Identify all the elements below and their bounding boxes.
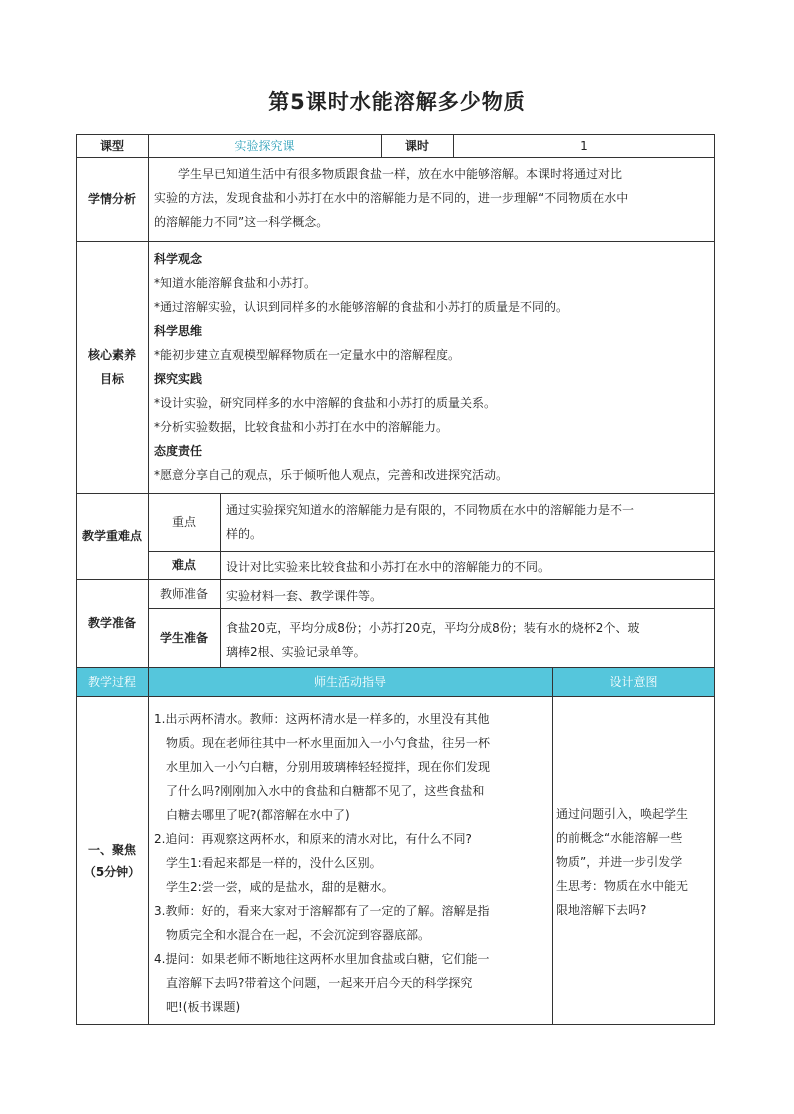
student-prep-label: 学生准备 <box>159 630 208 645</box>
core-heading: 探究实践 <box>154 372 203 386</box>
core-item: *设计实验，研究同样多的水中溶解的食盐和小苏打的质量关系。 <box>154 396 497 410</box>
activity-line: 物质。现在老师往其中一杯水里面加入一小勺食盐，往另一杯 <box>166 736 491 750</box>
analysis-line: 的溶解能力不同”这一科学概念。 <box>154 215 329 229</box>
core-item: *通过溶解实验，认识到同样多的水能够溶解的食盐和小苏打的质量是不同的。 <box>154 300 569 314</box>
focus-line: 样的。 <box>226 527 263 541</box>
activity-line: 学生2:尝一尝，咸的是盐水，甜的是糖水。 <box>166 880 394 894</box>
difficulty-label: 难点 <box>171 558 196 572</box>
section1-intent <box>552 800 715 940</box>
activity-line: 直溶解下去吗?带着这个问题，一起来开启今天的科学探究 <box>166 976 473 990</box>
activity-line: 水里加入一小勺白糖，分别用玻璃棒轻轻搅拌，现在你们发现 <box>166 760 491 774</box>
activity-line: 4.提问：如果老师不断地往这两杯水里加食盐或白糖，它们能一 <box>154 952 490 966</box>
student-prep-text <box>220 614 715 666</box>
analysis-line: 实验的方法，发现食盐和小苏打在水中的溶解能力是不同的，进一步理解“不同物质在水中 <box>154 191 629 205</box>
activity-line: 白糖去哪里了呢?(都溶解在水中了) <box>166 808 350 822</box>
activity-line: 物质完全和水混合在一起，不会沉淀到容器底部。 <box>166 928 431 942</box>
page-title: 第5课时水能溶解多少物质 <box>268 90 526 114</box>
analysis-label: 学情分析 <box>87 192 136 206</box>
core-heading: 态度责任 <box>154 444 203 458</box>
core-label-line: 核心素养 <box>87 348 136 362</box>
analysis-text <box>148 160 715 240</box>
activity-line: 2.追问：再观察这两杯水，和原来的清水对比，有什么不同? <box>154 832 472 846</box>
activity-line: 1.出示两杯清水。教师：这两杯清水是一样多的，水里没有其他 <box>154 712 490 726</box>
core-label-line: 目标 <box>99 372 124 386</box>
core-heading: 科学思维 <box>154 324 203 338</box>
process-header-stage: 教学过程 <box>76 667 148 696</box>
difficulty-text <box>220 553 715 579</box>
core-item: *知道水能溶解食盐和小苏打。 <box>154 276 317 290</box>
preparation-label: 教学准备 <box>87 616 136 630</box>
process-header-activity: 师生活动指导 <box>148 667 552 696</box>
student-prep-line: 食盐20克，平均分成8份；小苏打20克，平均分成8份；装有水的烧杯2个、玻 <box>226 621 640 635</box>
intent-line: 的前概念“水能溶解一些 <box>556 831 683 845</box>
core-item: *分析实验数据，比较食盐和小苏打在水中的溶解能力。 <box>154 420 449 434</box>
focus-line: 通过实验探究知道水的溶解能力是有限的，不同物质在水中的溶解能力是不一 <box>226 503 635 517</box>
key-points-label: 教学重难点 <box>81 529 142 543</box>
lesson-type-label: 课型 <box>99 138 124 153</box>
lesson-hours-label: 课时 <box>404 138 429 153</box>
intent-line: 限地溶解下去吗? <box>556 903 647 917</box>
student-prep-line: 璃棒2根、实验记录单等。 <box>226 645 366 659</box>
intent-line: 物质”，并进一步引发学 <box>556 855 683 869</box>
intent-line: 通过问题引入，唤起学生 <box>556 807 689 821</box>
teacher-prep-label: 教师准备 <box>159 586 208 601</box>
lesson-hours-value: 1 <box>580 138 588 153</box>
section1-duration: （5分钟） <box>83 864 141 879</box>
activity-line: 3.教师：好的，看来大家对于溶解都有了一定的了解。溶解是指 <box>154 904 490 918</box>
teacher-prep-line: 实验材料一套、教学课件等。 <box>226 589 383 603</box>
intent-line: 生思考：物质在水中能无 <box>556 879 689 893</box>
core-item: *能初步建立直观模型解释物质在一定量水中的溶解程度。 <box>154 348 461 362</box>
teacher-prep-text <box>220 582 715 608</box>
section1-title: 一、聚焦 <box>87 842 136 857</box>
process-header-intent: 设计意图 <box>552 667 715 696</box>
focus-text <box>220 496 715 550</box>
focus-label: 重点 <box>171 515 196 529</box>
core-item: *愿意分享自己的观点，乐于倾听他人观点，完善和改进探究活动。 <box>154 468 509 482</box>
activity-line: 了什么吗?刚刚加入水中的食盐和白糖都不见了，这些食盐和 <box>166 784 485 798</box>
core-heading: 科学观念 <box>154 252 203 266</box>
activity-line: 学生1:看起来都是一样的，没什么区别。 <box>166 856 382 870</box>
core-text <box>148 245 715 491</box>
lesson-type-value: 实验探究课 <box>234 138 295 153</box>
difficulty-line: 设计对比实验来比较食盐和小苏打在水中的溶解能力的不同。 <box>226 560 551 574</box>
analysis-line: 学生早已知道生活中有很多物质跟食盐一样，放在水中能够溶解。本课时将通过对比 <box>178 167 623 181</box>
section1-activity <box>148 705 552 1023</box>
core-label <box>76 241 148 493</box>
activity-line: 吧!(板书课题) <box>166 1000 241 1014</box>
section1-label <box>76 696 148 1025</box>
